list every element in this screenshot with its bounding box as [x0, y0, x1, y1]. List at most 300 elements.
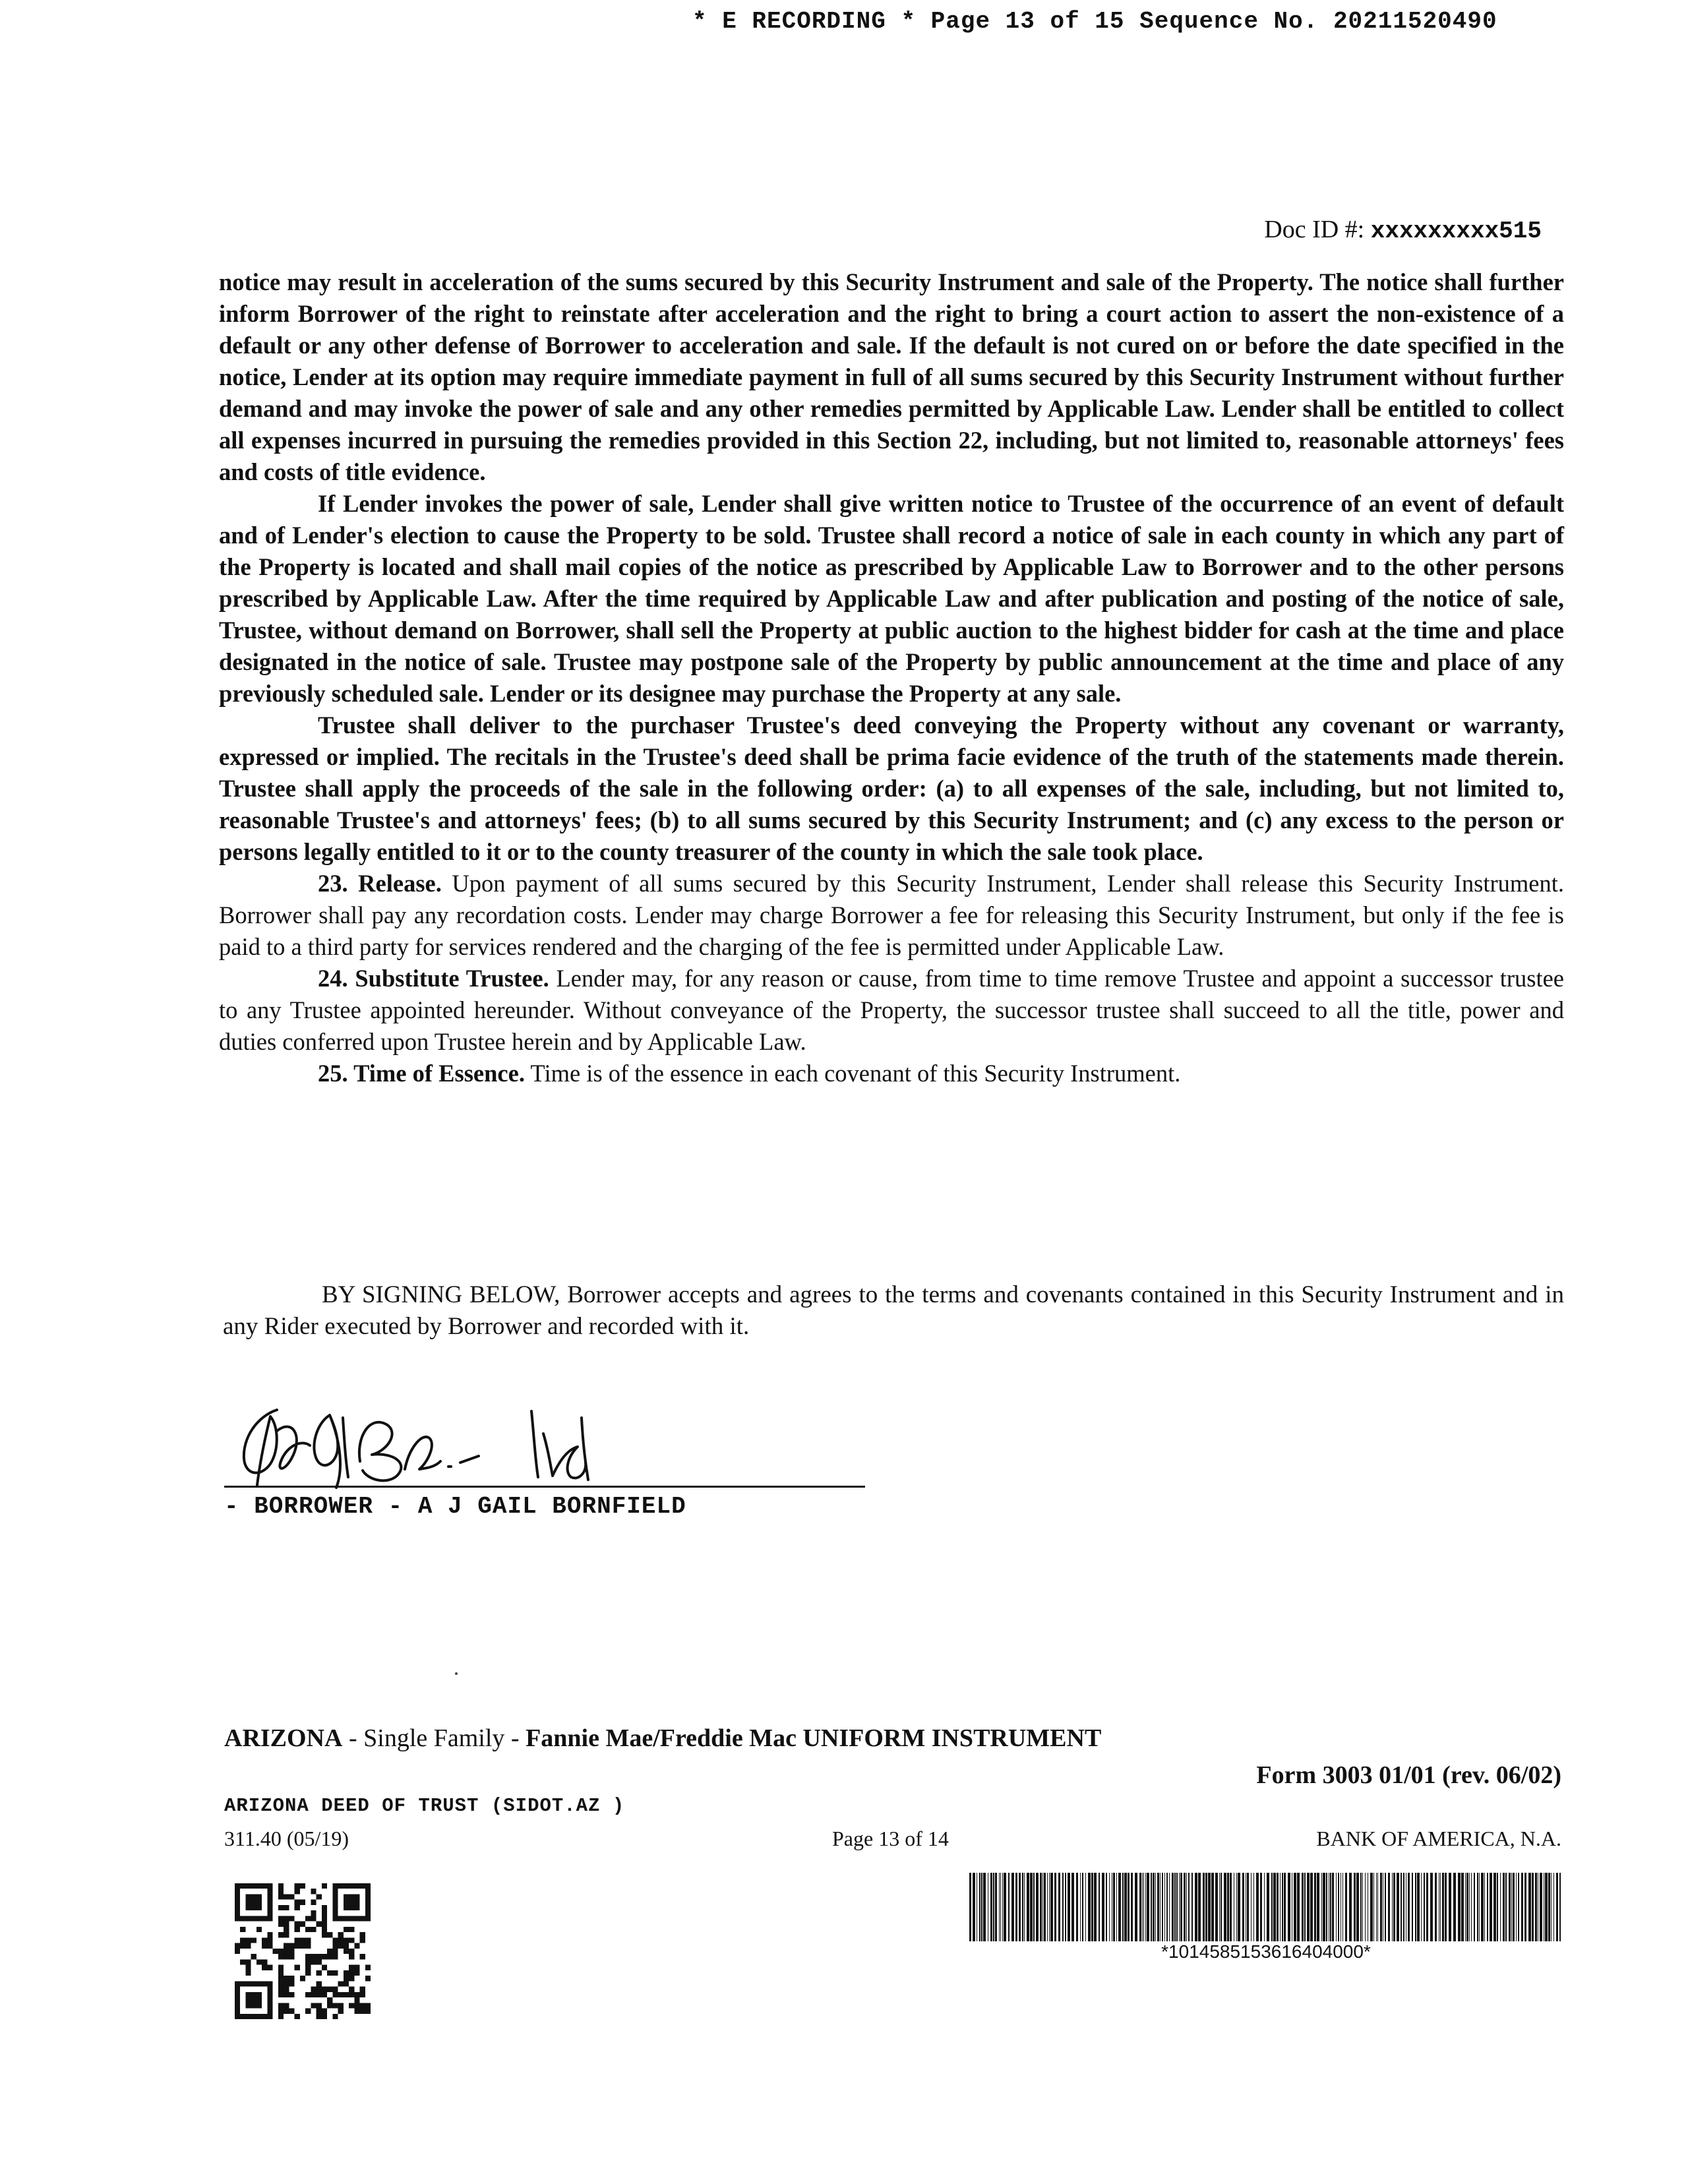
barcode-bar: [1184, 1873, 1186, 1941]
qr-module: [322, 1927, 327, 1932]
barcode-bar: [1540, 1873, 1542, 1941]
barcode-bar: [1393, 1873, 1395, 1941]
qr-module: [256, 1997, 262, 2003]
qr-module: [240, 1883, 245, 1889]
qr-module: [267, 1992, 272, 1997]
barcode-bar: [1186, 1873, 1187, 1941]
barcode-bar: [1247, 1873, 1249, 1941]
barcode-bar: [1099, 1873, 1100, 1941]
qr-module: [256, 1883, 262, 1889]
qr-module: [316, 1894, 322, 1899]
qr-module: [289, 2009, 294, 2014]
qr-module: [235, 1883, 240, 1889]
qr-module: [354, 1916, 359, 1921]
barcode-bar: [1019, 1873, 1021, 1941]
barcode-bar: [1445, 1873, 1447, 1941]
qr-module: [316, 2014, 322, 2019]
qr-module: [267, 2003, 272, 2008]
qr-module: [338, 1943, 344, 1949]
qr-module: [360, 2009, 365, 2014]
qr-module: [235, 1905, 240, 1910]
qr-module: [300, 1883, 305, 1889]
qr-module: [365, 1900, 371, 1905]
qr-module: [267, 1965, 272, 1970]
qr-module: [267, 1910, 272, 1916]
qr-module: [251, 1894, 256, 1899]
barcode-bar: [1174, 1873, 1176, 1941]
doc-id-value: xxxxxxxxx515: [1370, 218, 1542, 245]
barcode-bar: [1215, 1873, 1218, 1941]
qr-module: [267, 2014, 272, 2019]
barcode-bar: [1280, 1873, 1281, 1941]
barcode-bar: [1076, 1873, 1078, 1941]
qr-module: [262, 2014, 267, 2019]
qr-module: [338, 1932, 344, 1937]
qr-module: [267, 1943, 272, 1949]
qr-module: [349, 1992, 354, 1997]
footer-separator: -: [342, 1724, 364, 1752]
qr-module: [332, 1949, 338, 1954]
qr-module: [360, 1987, 365, 1992]
barcode-bar: [1208, 1873, 1211, 1941]
qr-module: [365, 1910, 371, 1916]
qr-module: [278, 1949, 284, 1954]
qr-module: [284, 1932, 289, 1937]
qr-module: [251, 1883, 256, 1889]
barcode-bar: [1466, 1873, 1468, 1941]
barcode-bar: [1267, 1873, 1269, 1941]
qr-module: [267, 2009, 272, 2014]
qr-module: [289, 1943, 294, 1949]
barcode-bar: [1139, 1873, 1141, 1941]
barcode-bar: [1304, 1873, 1306, 1941]
barcode-bar: [1553, 1873, 1554, 1941]
barcode-bar: [1002, 1873, 1003, 1941]
qr-module: [240, 1981, 245, 1986]
qr-module: [365, 1905, 371, 1910]
barcode-bar: [1317, 1873, 1319, 1941]
barcode-bar: [1408, 1873, 1410, 1941]
borrower-name: - BORROWER - A J GAIL BORNFIELD: [224, 1493, 686, 1520]
barcode-bar: [973, 1873, 975, 1941]
qr-module: [311, 1927, 316, 1932]
qr-module: [365, 1883, 371, 1889]
barcode-bar: [1373, 1873, 1374, 1941]
qr-module: [332, 1992, 338, 1997]
barcode-bar: [1065, 1873, 1066, 1941]
doc-id-label: Doc ID #:: [1264, 216, 1365, 243]
barcode-bar: [1356, 1873, 1359, 1941]
qr-module: [240, 1916, 245, 1921]
barcode-bar: [1401, 1873, 1402, 1941]
barcode-bar: [969, 1873, 971, 1941]
qr-module: [278, 1954, 284, 1959]
barcode-bar: [1271, 1873, 1273, 1941]
barcode-bar: [1179, 1873, 1180, 1941]
qr-module: [267, 1905, 272, 1910]
qr-module: [245, 1997, 251, 2003]
qr-module: [338, 1916, 344, 1921]
footer-separator: -: [504, 1724, 526, 1752]
barcode-bar: [1330, 1873, 1331, 1941]
qr-module: [251, 1916, 256, 1921]
barcode-bar: [1481, 1873, 1484, 1941]
qr-module: [354, 1905, 359, 1910]
barcode-bar: [1277, 1873, 1279, 1941]
barcode-bar: [1556, 1873, 1558, 1941]
barcode-bar: [979, 1873, 980, 1941]
qr-module: [360, 1937, 365, 1943]
qr-module: [284, 1992, 289, 1997]
barcode-bar: [1166, 1873, 1168, 1941]
barcode-bar: [1449, 1873, 1451, 1941]
qr-module: [245, 1959, 251, 1964]
barcode-bar: [1151, 1873, 1152, 1941]
qr-module: [235, 1943, 240, 1949]
qr-module: [349, 1905, 354, 1910]
qr-module: [316, 1981, 322, 1986]
qr-module: [278, 1916, 284, 1921]
qr-module: [278, 1932, 284, 1937]
qr-module: [316, 1954, 322, 1959]
barcode-bar: [1109, 1873, 1110, 1941]
qr-module: [284, 1894, 289, 1899]
qr-module: [332, 1894, 338, 1899]
section-24-substitute-trustee: [219, 963, 1564, 1058]
qr-module: [344, 1981, 349, 1986]
qr-module: [300, 1922, 305, 1927]
qr-module: [316, 1992, 322, 1997]
barcode-bar: [1169, 1873, 1170, 1941]
barcode-bar: [1551, 1873, 1552, 1941]
qr-module: [349, 1937, 354, 1943]
qr-module: [344, 1949, 349, 1954]
qr-module: [338, 1992, 344, 1997]
barcode-bar: [1465, 1873, 1466, 1941]
qr-module: [344, 1905, 349, 1910]
qr-module: [311, 1916, 316, 1921]
barcode-bar: [1253, 1873, 1254, 1941]
footer-title: [224, 1724, 1101, 1753]
qr-module: [251, 2014, 256, 2019]
qr-module: [305, 1927, 311, 1932]
qr-module: [305, 1959, 311, 1964]
qr-module: [235, 1981, 240, 1986]
qr-module: [311, 1900, 316, 1905]
barcode-bar: [1415, 1873, 1416, 1941]
qr-module: [245, 1894, 251, 1899]
qr-module: [344, 1943, 349, 1949]
signing-text: BY SIGNING BELOW, Borrower accepts and agrees to the terms and covenants contained in this Security Instrument and in any Rider executed by Borrower and recorded with it.: [223, 1281, 1564, 1340]
barcode-bar: [1518, 1873, 1519, 1941]
qr-module: [267, 1889, 272, 1894]
barcode-bar: [1326, 1873, 1327, 1941]
qr-module: [295, 1937, 300, 1943]
qr-module: [316, 1987, 322, 1992]
qr-module: [327, 1954, 332, 1959]
barcode-bar: [1157, 1873, 1159, 1941]
qr-module: [311, 1889, 316, 1894]
qr-module: [245, 1943, 251, 1949]
qr-module: [316, 1922, 322, 1927]
qr-module: [235, 1987, 240, 1992]
barcode-bar: [1503, 1873, 1505, 1941]
qr-module: [322, 1905, 327, 1910]
barcode-bar: [1071, 1873, 1074, 1941]
qr-module: [354, 1970, 359, 1976]
barcode-bar: [1015, 1873, 1017, 1941]
qr-module: [256, 2003, 262, 2008]
barcode: [969, 1873, 1563, 1941]
barcode-number: *1014585153616404000*: [1161, 1941, 1371, 1962]
qr-module: [245, 1937, 251, 1943]
qr-module: [305, 1954, 311, 1959]
signing-statement: [223, 1279, 1564, 1343]
qr-module: [262, 1883, 267, 1889]
qr-module: [284, 1916, 289, 1921]
qr-module: [295, 1922, 300, 1927]
section-24-text: Lender may, for any reason or cause, from time to time remove Trustee and appoint a successor trustee to any Trustee appointed hereunder. Without conveyance of the Property, the successor trustee shall succeed to all the title, power and duties conferred upon Trustee herein and by Applicable Law.: [219, 965, 1564, 1055]
qr-module: [262, 1943, 267, 1949]
barcode-bar: [1336, 1873, 1337, 1941]
qr-module: [354, 1997, 359, 2003]
barcode-bar: [1521, 1873, 1523, 1941]
barcode-bar: [1198, 1873, 1201, 1941]
qr-module: [273, 1949, 278, 1954]
deed-label: ARIZONA DEED OF TRUST (SIDOT.AZ ): [224, 1795, 625, 1817]
qr-module: [256, 1927, 262, 1932]
qr-module: [278, 2014, 284, 2019]
qr-module: [344, 1976, 349, 1981]
barcode-bar: [1024, 1873, 1025, 1941]
qr-module: [349, 1900, 354, 1905]
qr-module: [349, 1927, 354, 1932]
qr-module: [349, 1883, 354, 1889]
qr-module: [338, 1883, 344, 1889]
barcode-bar: [1242, 1873, 1244, 1941]
barcode-bar: [1088, 1873, 1091, 1941]
barcode-bar: [1256, 1873, 1259, 1941]
barcode-bar: [1487, 1873, 1488, 1941]
qr-module: [251, 1900, 256, 1905]
barcode-bar: [1528, 1873, 1531, 1941]
barcode-bar: [1397, 1873, 1399, 1941]
qr-module: [278, 1970, 284, 1976]
barcode-bar: [1062, 1873, 1064, 1941]
handwritten-signature: [231, 1398, 626, 1494]
qr-module: [338, 1981, 344, 1986]
qr-module: [300, 1976, 305, 1981]
qr-module: [235, 2003, 240, 2008]
qr-module: [256, 1905, 262, 1910]
barcode-bar: [1000, 1873, 1001, 1941]
barcode-bar: [1188, 1873, 1190, 1941]
qr-module: [245, 1900, 251, 1905]
barcode-bar: [1288, 1873, 1290, 1941]
qr-module: [365, 1889, 371, 1894]
barcode-bar: [1461, 1873, 1464, 1941]
qr-module: [365, 1916, 371, 1921]
barcode-bar: [1323, 1873, 1325, 1941]
qr-module: [354, 1894, 359, 1899]
qr-module: [305, 1943, 311, 1949]
section-23-text: Upon payment of all sums secured by this Security Instrument, Lender shall release this Security Instrument. Borrower shall pay any recordation costs. Lender may charge Borrower a fee for releasing this Security Instrument, but only if the fee is paid to a third party for services rendered and the charging of the fee is permitted under Applicable Law.: [219, 870, 1564, 960]
qr-module: [235, 1949, 240, 1954]
barcode-bar: [999, 1873, 1000, 1941]
qr-module: [322, 2014, 327, 2019]
qr-module: [262, 1959, 267, 1964]
qr-module: [365, 1965, 371, 1970]
qr-module: [262, 1916, 267, 1921]
qr-module: [245, 1965, 251, 1970]
qr-module: [289, 1992, 294, 1997]
qr-module: [332, 1910, 338, 1916]
barcode-bar: [1342, 1873, 1343, 1941]
barcode-bar: [1458, 1873, 1461, 1941]
qr-module: [327, 1997, 332, 2003]
barcode-bar: [1376, 1873, 1377, 1941]
qr-module: [289, 1981, 294, 1986]
qr-module: [267, 1916, 272, 1921]
barcode-bar: [1011, 1873, 1014, 1941]
barcode-bar: [1559, 1873, 1561, 1941]
barcode-bar: [1230, 1873, 1232, 1941]
qr-module: [245, 1905, 251, 1910]
qr-module: [360, 2003, 365, 2008]
qr-module: [267, 1932, 272, 1937]
qr-module: [278, 1883, 284, 1889]
barcode-bar: [1008, 1873, 1010, 1941]
qr-module: [354, 2009, 359, 2014]
barcode-bar: [1219, 1873, 1220, 1941]
barcode-bar: [1412, 1873, 1413, 1941]
barcode-bar: [1321, 1873, 1322, 1941]
qr-module: [284, 1905, 289, 1910]
barcode-bar: [1385, 1873, 1386, 1941]
qr-module: [349, 2003, 354, 2008]
qr-module: [322, 1992, 327, 1997]
qr-module: [284, 1987, 289, 1992]
barcode-bar: [1122, 1873, 1124, 1941]
section-24-heading: 24. Substitute Trustee.: [318, 965, 549, 992]
qr-module: [332, 1937, 338, 1943]
qr-module: [349, 1894, 354, 1899]
barcode-bar: [1260, 1873, 1262, 1941]
barcode-bar: [1221, 1873, 1222, 1941]
qr-module: [267, 1981, 272, 1986]
qr-module: [332, 1970, 338, 1976]
qr-module: [240, 1927, 245, 1932]
barcode-bar: [1238, 1873, 1240, 1941]
barcode-bar: [1227, 1873, 1229, 1941]
barcode-bar: [1532, 1873, 1534, 1941]
qr-module: [235, 2009, 240, 2014]
barcode-bar: [1153, 1873, 1155, 1941]
barcode-bar: [1124, 1873, 1127, 1941]
barcode-bar: [1500, 1873, 1501, 1941]
barcode-bar: [1047, 1873, 1048, 1941]
qr-module: [316, 1970, 322, 1976]
barcode-bar: [1349, 1873, 1352, 1941]
barcode-bar: [1135, 1873, 1137, 1941]
scan-speck: [455, 1672, 458, 1675]
barcode-bar: [1142, 1873, 1143, 1941]
barcode-bar: [1113, 1873, 1115, 1941]
qr-module: [354, 2003, 359, 2008]
qr-module: [300, 1937, 305, 1943]
qr-module: [360, 1883, 365, 1889]
qr-module: [332, 1900, 338, 1905]
barcode-bar: [1513, 1873, 1515, 1941]
barcode-bar: [1314, 1873, 1316, 1941]
qr-module: [284, 1954, 289, 1959]
qr-module: [311, 1910, 316, 1916]
qr-module: [365, 2009, 371, 2014]
qr-module: [262, 1965, 267, 1970]
doc-id: [1264, 215, 1542, 245]
barcode-bar: [1362, 1873, 1363, 1941]
qr-module: [349, 1954, 354, 1959]
qr-module: [278, 1981, 284, 1986]
barcode-bar: [1345, 1873, 1347, 1941]
qr-module: [267, 1997, 272, 2003]
barcode-bar: [1421, 1873, 1422, 1941]
barcode-bar: [1147, 1873, 1149, 1941]
barcode-bar: [1128, 1873, 1130, 1941]
qr-module: [332, 1943, 338, 1949]
qr-module: [240, 2014, 245, 2019]
barcode-bar: [1040, 1873, 1042, 1941]
qr-module: [305, 1970, 311, 1976]
bank-name: BANK OF AMERICA, N.A.: [1316, 1827, 1561, 1850]
barcode-bar: [1440, 1873, 1441, 1941]
qr-module: [327, 1949, 332, 1954]
barcode-bar: [1360, 1873, 1362, 1941]
qr-module: [289, 1954, 294, 1959]
barcode-bar: [1453, 1873, 1456, 1941]
qr-module: [311, 2003, 316, 2008]
qr-module: [344, 1916, 349, 1921]
qr-module: [245, 1916, 251, 1921]
barcode-bar: [1424, 1873, 1425, 1941]
barcode-bar: [1094, 1873, 1097, 1941]
qr-module: [240, 1959, 245, 1964]
section-23-heading: 23. Release.: [318, 870, 442, 897]
qr-module: [349, 1949, 354, 1954]
qr-module: [349, 1916, 354, 1921]
qr-module: [245, 2003, 251, 2008]
barcode-bar: [1180, 1873, 1182, 1941]
qr-module: [289, 1949, 294, 1954]
barcode-bar: [1191, 1873, 1193, 1941]
qr-module: [284, 1943, 289, 1949]
barcode-bar: [1068, 1873, 1070, 1941]
barcode-bar: [981, 1873, 982, 1941]
qr-module: [327, 1970, 332, 1976]
barcode-bar: [1211, 1873, 1214, 1941]
qr-module: [240, 1937, 245, 1943]
qr-module: [278, 1976, 284, 1981]
barcode-bar: [1236, 1873, 1237, 1941]
barcode-bar: [1509, 1873, 1511, 1941]
qr-module: [344, 1883, 349, 1889]
qr-module: [360, 1932, 365, 1937]
qr-module: [311, 1959, 316, 1964]
barcode-bar: [1403, 1873, 1404, 1941]
qr-module: [327, 1932, 332, 1937]
qr-module: [284, 1981, 289, 1986]
qr-module: [332, 1954, 338, 1959]
